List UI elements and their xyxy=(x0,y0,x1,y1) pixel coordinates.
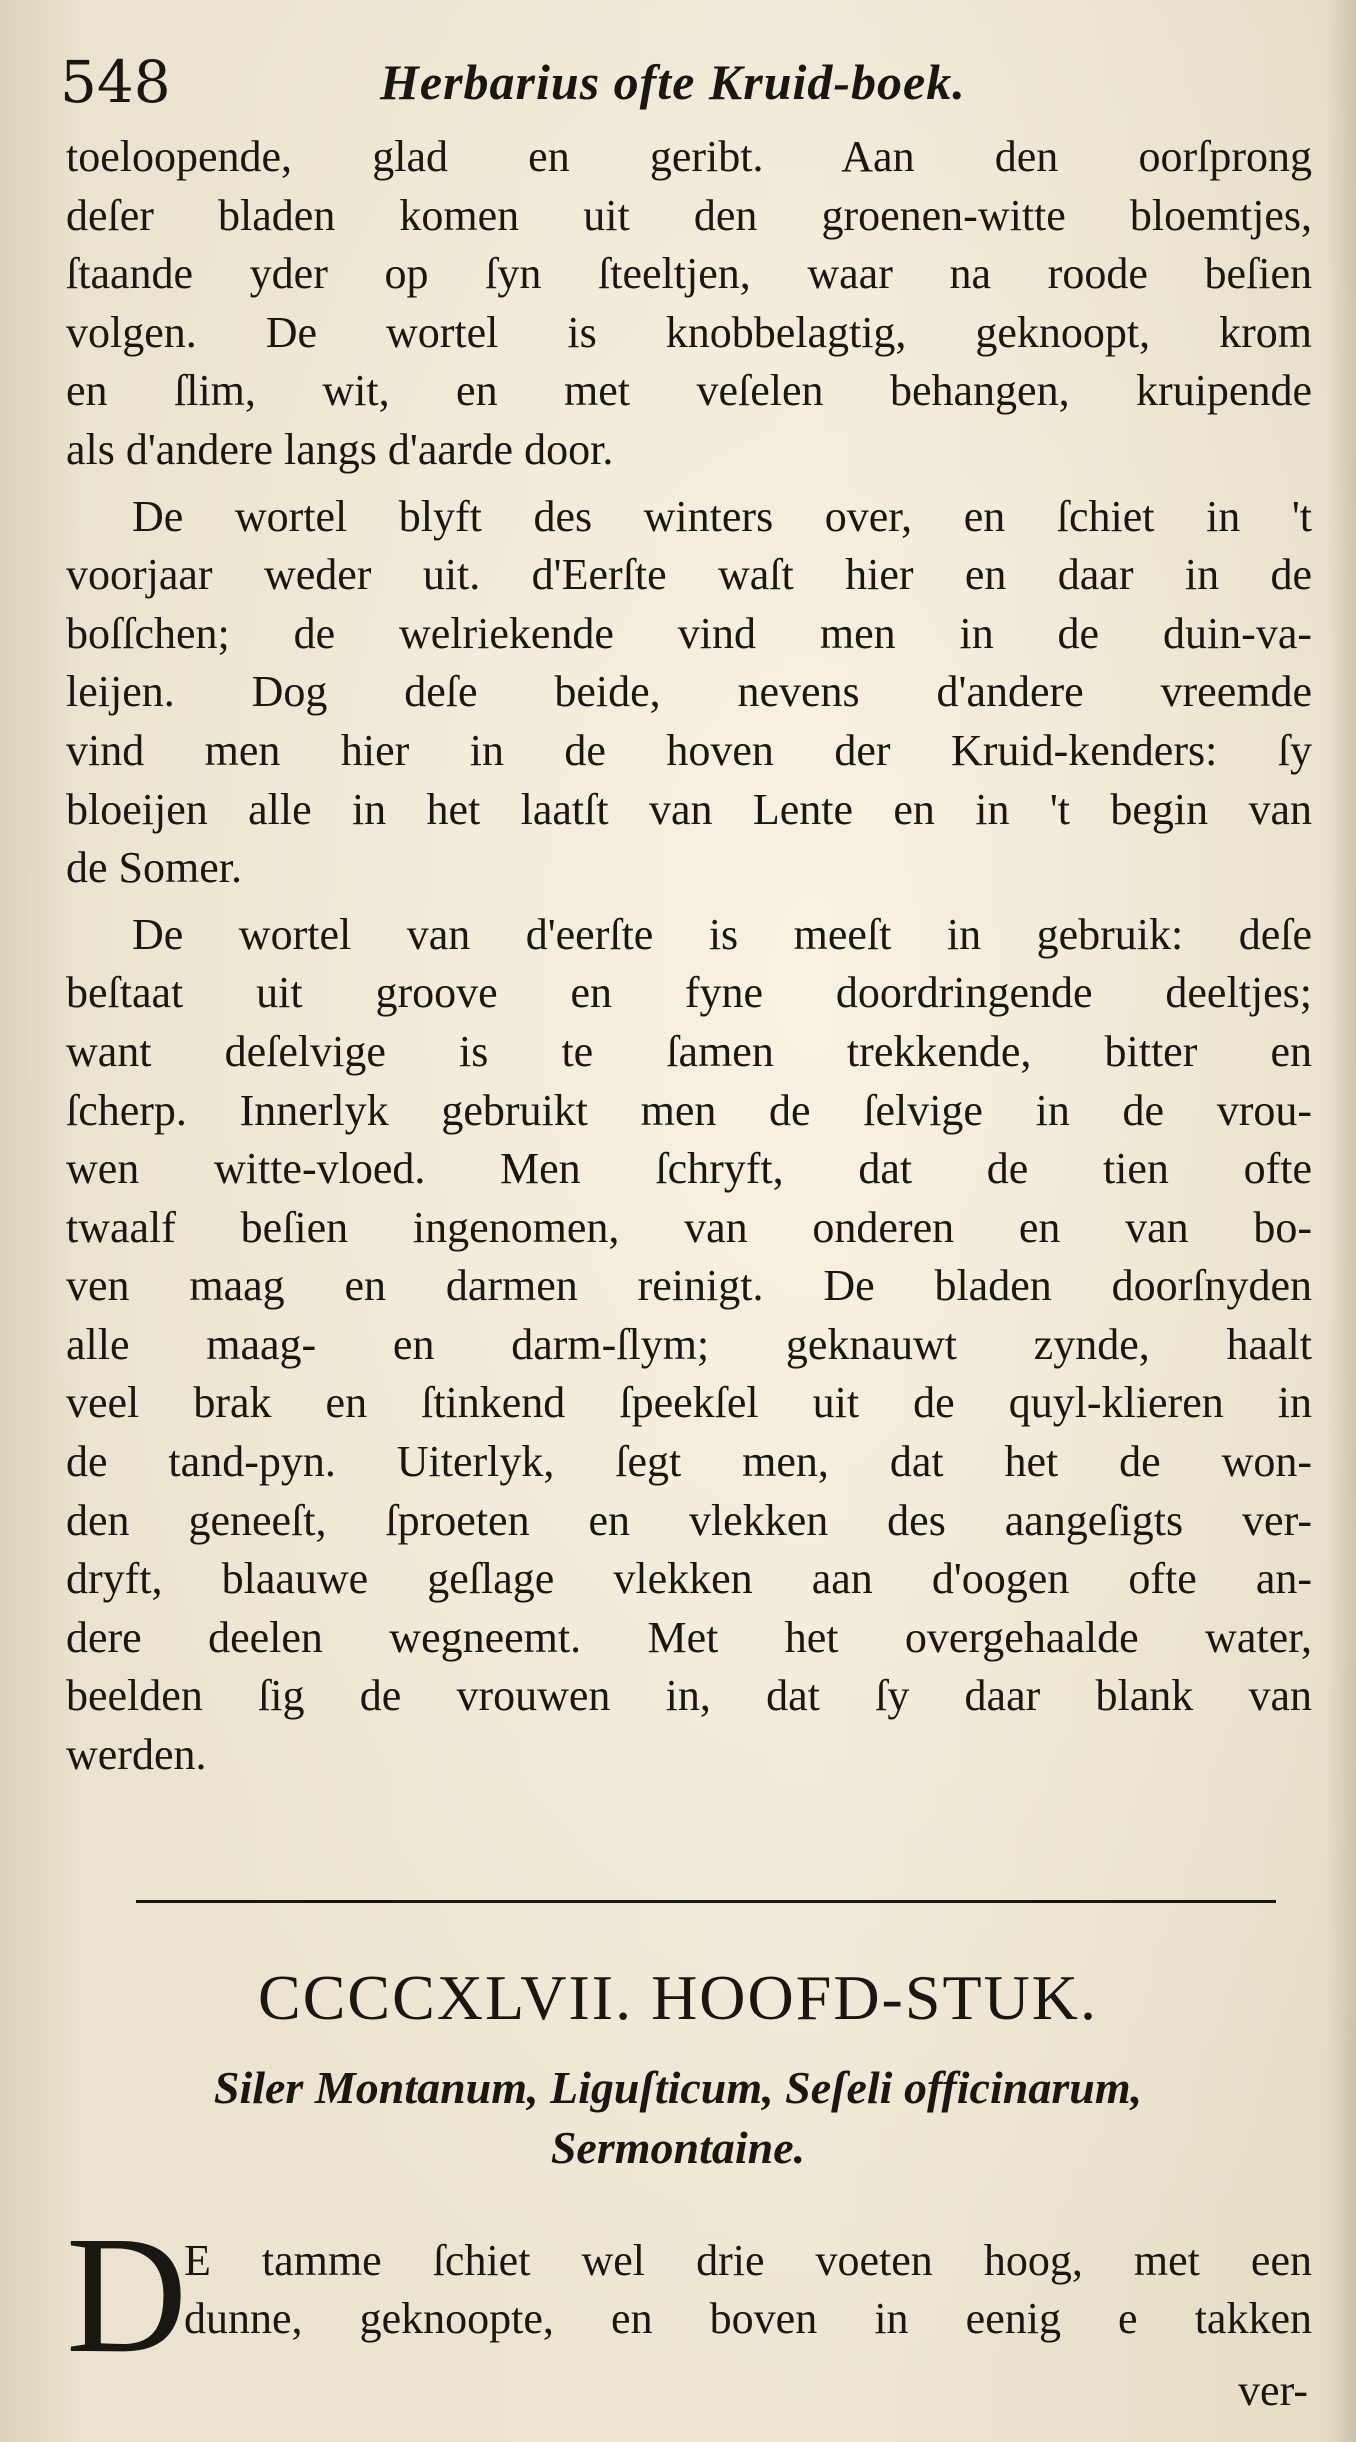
chapter-title: CCCCXLVII. HOOFD-STUK. xyxy=(258,1962,1098,2033)
text-line: vind men hier in de hoven der Kruid-kenders: ſy xyxy=(66,725,1312,775)
section-divider xyxy=(136,1900,1276,1903)
page-number: 548 xyxy=(60,48,171,116)
body-text xyxy=(66,128,1312,1785)
text-line: de tand-pyn. Uiterlyk, ſegt men, dat het de won- xyxy=(66,1437,1312,1487)
text-line: dunne, geknoopte, en boven in eenig e takken xyxy=(184,2294,1312,2343)
text-line: toeloopende, glad en geribt. Aan den oorſprong xyxy=(66,132,1312,181)
plant-names xyxy=(0,2058,1356,2178)
text-line: deſer bladen komen uit den groenen-witte bloemtjes, xyxy=(66,190,1312,240)
text-line: als d'andere langs d'aarde door. xyxy=(66,424,614,474)
running-head: Herbarius ofte Kruid-boek. xyxy=(380,54,966,110)
text-line: alle maag- en darm-ſlym; geknauwt zynde, haalt xyxy=(66,1319,1312,1369)
catchword: ver- xyxy=(1238,2366,1308,2415)
text-line: De wortel van d'eerſte is meeſt in gebruik: deſe xyxy=(132,909,1312,959)
chapter-opening-paragraph xyxy=(66,2202,1312,2430)
text-line: volgen. De wortel is knobbelagtig, geknoopt, krom xyxy=(66,307,1312,357)
drop-cap: D xyxy=(66,2202,188,2388)
text-line: dere deelen wegneemt. Met het overgehaalde water, xyxy=(66,1612,1312,1662)
text-line: boſſchen; de welriekende vind men in de duin-va- xyxy=(66,608,1312,658)
text-line: twaalf beſien ingenomen, van onderen en van bo- xyxy=(66,1202,1312,1252)
plant-names-line: Sermontaine. xyxy=(550,2122,806,2173)
text-line: bloeijen alle in het laatſt van Lente en in 't begin van xyxy=(66,784,1312,834)
text-line: want deſelvige is te ſamen trekkende, bitter en xyxy=(66,1026,1312,1076)
text-line: dryft, blaauwe geſlage vlekken aan d'oogen ofte an- xyxy=(66,1554,1312,1604)
text-line: leijen. Dog deſe beide, nevens d'andere vreemde xyxy=(66,667,1312,717)
plant-names-line: Siler Montanum, Liguſticum, Seſeli officinarum, xyxy=(213,2062,1143,2113)
text-line: werden. xyxy=(66,1730,207,1780)
text-line: ſcherp. Innerlyk gebruikt men de ſelvige in de vrou- xyxy=(66,1085,1312,1135)
text-line: ſtaande yder op ſyn ſteeltjen, waar na roode beſien xyxy=(66,249,1312,299)
text-line: den geneeſt, ſproeten en vlekken des aangeſigts ver- xyxy=(66,1495,1312,1545)
text-line: de Somer. xyxy=(66,843,242,893)
page-header xyxy=(60,42,1320,122)
text-line: wen witte-vloed. Men ſchryft, dat de tien ofte xyxy=(66,1144,1312,1194)
text-line: veel brak en ſtinkend ſpeekſel uit de quyl-klieren in xyxy=(66,1378,1312,1428)
text-line: ven maag en darmen reinigt. De bladen doorſnyden xyxy=(66,1261,1312,1311)
text-line: beelden ſig de vrouwen in, dat ſy daar blank van xyxy=(66,1671,1312,1721)
text-line: beſtaat uit groove en fyne doordringende deeltjes; xyxy=(66,968,1312,1018)
text-line: en ſlim, wit, en met veſelen behangen, kruipende xyxy=(66,366,1312,416)
text-line: De wortel blyft des winters over, en ſchiet in 't xyxy=(132,491,1312,541)
text-line: E tamme ſchiet wel drie voeten hoog, met een xyxy=(184,2236,1312,2285)
text-line: voorjaar weder uit. d'Eerſte waſt hier en daar in de xyxy=(66,550,1312,600)
